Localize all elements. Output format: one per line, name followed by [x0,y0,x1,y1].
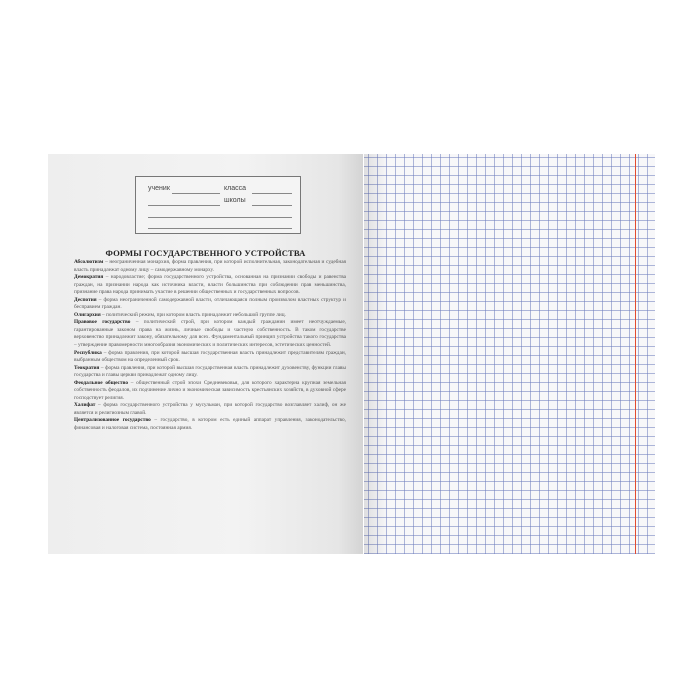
definition-text: – народовластие; форма государственного устройства, основанная на признании свободы и равенства граждан, на признании народа как источника власти, власти большинства при соблюдении прав меньшинства, признание права народа принимать участие в решении общественных и государственных вопросов. [74,274,346,296]
definition-term: Олигархия [74,311,101,318]
definition-text: – неограниченная монархия, форма правления, при которой исполнительная, законодательная и судебная власть принадлежат одному лицу – самодержавному монарху. [74,259,346,273]
definition-entry [74,350,346,365]
definition-entry [74,365,346,380]
student-row [146,185,290,195]
definition-entry [74,402,346,417]
student-label: ученик [148,185,170,192]
definition-term: Теократия [74,364,100,371]
definition-entry [74,297,346,312]
name-label-box [135,176,301,234]
definition-entry [74,417,346,432]
blank-row-1 [146,209,290,219]
school-row [146,197,290,207]
definition-term: Халифат [74,402,96,409]
definition-term: Феодальное общество [74,379,128,386]
definition-text: – общественный строй эпохи Средневековья, для которого характерна крупная земельная собственность феодалов, их подчинение лично и экономическая зависимость крестьянских хозяйств, в духовной сфере господствует религия. [74,379,346,401]
definition-entry [74,259,346,274]
definition-entry [74,274,346,297]
school-label: школы [224,197,246,204]
definitions-list [74,259,346,433]
student-line [172,193,220,194]
blank-line-1 [148,217,292,218]
school-number-line [148,205,220,206]
definition-entry [74,380,346,403]
notebook-cover-inner-page [48,154,363,554]
definition-text: – форма правления, при которой высшая государственная власть принадлежит духовенству, функции главы государства и главы церкви принадлежат одному лицу. [74,364,346,379]
definition-text: – политический строй, при котором каждый гражданин имеет неотчуждаемые, гарантированные законом права на жизнь, личные свободы и частную собственность. В таком государстве верховенство принадлежит закону, обязательному для всех. Фундаментальный принцип устройства такого государства – утверждение правомерности многообразия экономических и политических интересов, эстетических ценностей. [74,319,347,349]
definition-term: Правовое государство [74,319,131,326]
definition-text: – форма государственного устройства у мусульман, при которой государство возглавляет халиф, он же является и религиозным главой. [74,402,346,416]
definition-term: Абсолютизм [74,259,104,265]
definition-term: Республика [74,349,102,356]
definition-text: – политический режим, при котором власть принадлежит небольшой группе лиц. [102,311,286,318]
blank-row-2 [146,220,290,230]
definition-text: – форма неограниченной самодержавной власти, отличающаяся полным произволом властных структур и бесправием граждан. [74,296,346,311]
definition-term: Демократия [74,274,104,281]
definition-entry [74,319,346,349]
class-line [252,193,292,194]
blank-line-2 [148,228,292,229]
class-label: класса [224,185,247,192]
spine-shadow [364,154,388,554]
definition-term: Деспотия [74,296,97,303]
definition-text: – форма правления, при которой высшая государственная власть принадлежит представителям граждан, выбранным обществом на определенный срок. [74,349,346,364]
page-title: ФОРМЫ ГОСУДАРСТВЕННОГО УСТРОЙСТВА [105,248,306,258]
definition-term: Централизованное государство [74,417,151,424]
margin-line [635,154,636,554]
grid-page [364,154,655,554]
notebook-spread [48,154,655,554]
definition-text: – государство, в котором есть единый аппарат управления, законодательство, финансовая и налоговая система, постоянная армия. [74,417,346,432]
school-line [252,205,292,206]
